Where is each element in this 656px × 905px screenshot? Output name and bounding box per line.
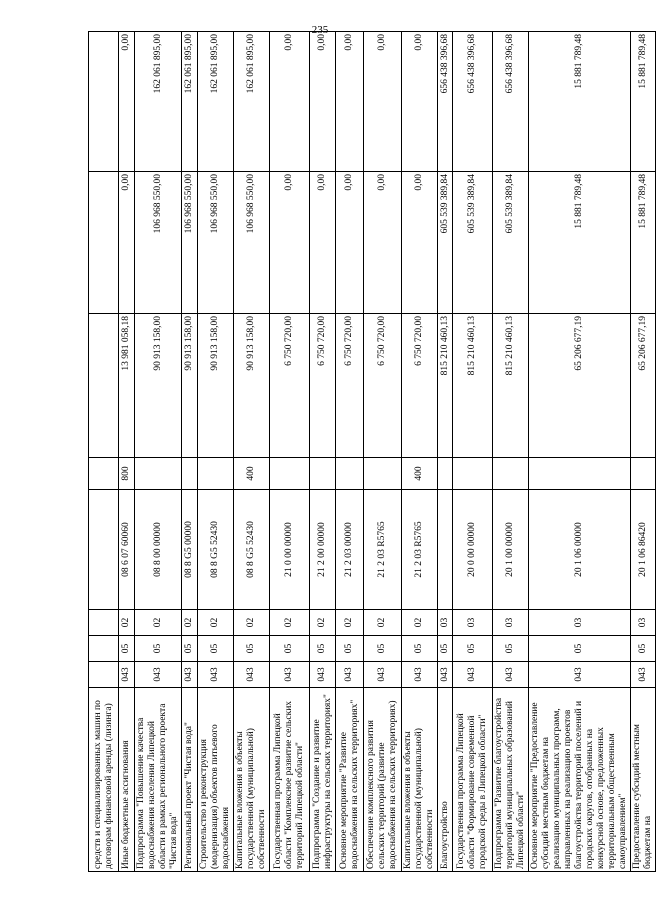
amount-year-2: 605 539 389,84 bbox=[438, 172, 453, 314]
table-row bbox=[631, 32, 656, 872]
amount-year-1: 6 750 720,00 bbox=[270, 314, 310, 458]
amount-year-2: 0,00 bbox=[270, 172, 310, 314]
amount-year-2: 106 968 550,00 bbox=[234, 172, 270, 314]
amount-year-1: 65 206 677,19 bbox=[631, 314, 656, 458]
amount-year-1: 815 210 460,13 bbox=[453, 314, 493, 458]
amount-year-2: 106 968 550,00 bbox=[198, 172, 234, 314]
amount-year-2: 605 539 389,84 bbox=[493, 172, 529, 314]
subsection-code: 02 bbox=[234, 610, 270, 636]
table-row bbox=[135, 32, 182, 872]
row-name: Капитальные вложения в объекты государственной (муниципальной) собственности bbox=[234, 688, 270, 872]
row-name: Строительство и реконструкция (модернизация) объектов питьевого водоснабжения bbox=[198, 688, 234, 872]
amount-year-3: 656 438 396,68 bbox=[453, 32, 493, 172]
section-code: 05 bbox=[182, 636, 198, 662]
expense-type-code bbox=[182, 458, 198, 490]
row-name: Благоустройство bbox=[438, 688, 453, 872]
target-article-code: 08 8 00 00000 bbox=[135, 490, 182, 610]
table-body bbox=[89, 32, 656, 872]
row-name: Иные бюджетные ассигнования bbox=[119, 688, 135, 872]
amount-year-3 bbox=[89, 32, 119, 172]
amount-year-3: 15 881 789,48 bbox=[631, 32, 656, 172]
amount-year-1: 6 750 720,00 bbox=[364, 314, 402, 458]
target-article-code: 08 8 G5 00000 bbox=[182, 490, 198, 610]
row-name: Предоставление субсидий местным бюджетам на bbox=[631, 688, 656, 872]
amount-year-1 bbox=[89, 314, 119, 458]
table-row bbox=[402, 32, 438, 872]
subsection-code: 02 bbox=[402, 610, 438, 636]
subsection-code: 02 bbox=[270, 610, 310, 636]
expense-type-code bbox=[135, 458, 182, 490]
amount-year-1: 90 913 158,00 bbox=[135, 314, 182, 458]
subsection-code: 02 bbox=[198, 610, 234, 636]
subsection-code: 03 bbox=[631, 610, 656, 636]
admin-code: 043 bbox=[631, 662, 656, 688]
amount-year-2: 106 968 550,00 bbox=[182, 172, 198, 314]
admin-code: 043 bbox=[453, 662, 493, 688]
subsection-code: 02 bbox=[364, 610, 402, 636]
amount-year-1: 815 210 460,13 bbox=[493, 314, 529, 458]
amount-year-1: 6 750 720,00 bbox=[310, 314, 336, 458]
budget-table bbox=[88, 31, 656, 872]
target-article-code: 21 2 03 R5765 bbox=[402, 490, 438, 610]
table-row bbox=[529, 32, 631, 872]
table-row bbox=[336, 32, 364, 872]
target-article-code: 20 1 00 00000 bbox=[493, 490, 529, 610]
section-code bbox=[89, 636, 119, 662]
section-code: 05 bbox=[402, 636, 438, 662]
amount-year-3: 0,00 bbox=[364, 32, 402, 172]
amount-year-2: 0,00 bbox=[402, 172, 438, 314]
row-name: Подпрограмма "Повышение качества водоснабжения населения Липецкой области в рамках регионального проекта "Чистая вода" bbox=[135, 688, 182, 872]
amount-year-1: 13 981 058,18 bbox=[119, 314, 135, 458]
table-row bbox=[364, 32, 402, 872]
rotated-table-wrapper bbox=[88, 32, 653, 872]
table-row bbox=[310, 32, 336, 872]
section-code: 05 bbox=[529, 636, 631, 662]
subsection-code: 03 bbox=[493, 610, 529, 636]
subsection-code bbox=[89, 610, 119, 636]
amount-year-3: 162 061 895,00 bbox=[135, 32, 182, 172]
section-code: 05 bbox=[135, 636, 182, 662]
expense-type-code bbox=[270, 458, 310, 490]
amount-year-1: 65 206 677,19 bbox=[529, 314, 631, 458]
target-article-code: 21 2 00 00000 bbox=[310, 490, 336, 610]
table-row bbox=[89, 32, 119, 872]
amount-year-1: 90 913 158,00 bbox=[198, 314, 234, 458]
target-article-code: 08 8 G5 52430 bbox=[234, 490, 270, 610]
admin-code: 043 bbox=[182, 662, 198, 688]
section-code: 05 bbox=[493, 636, 529, 662]
table-row bbox=[493, 32, 529, 872]
admin-code: 043 bbox=[135, 662, 182, 688]
target-article-code: 20 1 06 00000 bbox=[529, 490, 631, 610]
section-code: 05 bbox=[270, 636, 310, 662]
expense-type-code bbox=[198, 458, 234, 490]
section-code: 05 bbox=[453, 636, 493, 662]
target-article-code bbox=[438, 490, 453, 610]
row-name: Основное мероприятие "Предоставление субсидий местным бюджетам на реализацию муниципальных программ, направленных на реализацию проектов благоустройства территорий поселений и городских округов, отобранных на конкурсной основе, предложенных территориальным общественным самоуправлением" bbox=[529, 688, 631, 872]
table-row bbox=[182, 32, 198, 872]
section-code: 05 bbox=[336, 636, 364, 662]
target-article-code bbox=[89, 490, 119, 610]
admin-code: 043 bbox=[529, 662, 631, 688]
row-name: Государственная программа Липецкой области "Комплексное развитие сельских территорий Липецкой области" bbox=[270, 688, 310, 872]
subsection-code: 03 bbox=[453, 610, 493, 636]
admin-code: 043 bbox=[336, 662, 364, 688]
admin-code: 043 bbox=[402, 662, 438, 688]
amount-year-2: 15 881 789,48 bbox=[631, 172, 656, 314]
admin-code: 043 bbox=[270, 662, 310, 688]
subsection-code: 02 bbox=[119, 610, 135, 636]
subsection-code: 02 bbox=[135, 610, 182, 636]
amount-year-2: 0,00 bbox=[336, 172, 364, 314]
subsection-code: 02 bbox=[336, 610, 364, 636]
admin-code: 043 bbox=[493, 662, 529, 688]
expense-type-code bbox=[310, 458, 336, 490]
admin-code: 043 bbox=[364, 662, 402, 688]
amount-year-3: 656 438 396,68 bbox=[493, 32, 529, 172]
table-row bbox=[234, 32, 270, 872]
amount-year-1: 6 750 720,00 bbox=[402, 314, 438, 458]
expense-type-code: 400 bbox=[234, 458, 270, 490]
section-code: 05 bbox=[234, 636, 270, 662]
amount-year-3: 656 438 396,68 bbox=[438, 32, 453, 172]
row-name: средств и специализированных машин по договорам финансовой аренды (лизинга) bbox=[89, 688, 119, 872]
admin-code bbox=[89, 662, 119, 688]
section-code: 05 bbox=[438, 636, 453, 662]
expense-type-code bbox=[493, 458, 529, 490]
expense-type-code: 400 bbox=[402, 458, 438, 490]
amount-year-2: 106 968 550,00 bbox=[135, 172, 182, 314]
amount-year-3: 15 881 789,48 bbox=[529, 32, 631, 172]
target-article-code: 21 2 03 R5765 bbox=[364, 490, 402, 610]
table-row bbox=[453, 32, 493, 872]
admin-code: 043 bbox=[198, 662, 234, 688]
expense-type-code bbox=[438, 458, 453, 490]
expense-type-code bbox=[453, 458, 493, 490]
row-name: Подпрограмма "Создание и развитие инфраструктуры на сельских территориях" bbox=[310, 688, 336, 872]
table-row bbox=[198, 32, 234, 872]
amount-year-3: 0,00 bbox=[336, 32, 364, 172]
section-code: 05 bbox=[631, 636, 656, 662]
admin-code: 043 bbox=[234, 662, 270, 688]
amount-year-3: 162 061 895,00 bbox=[182, 32, 198, 172]
subsection-code: 03 bbox=[529, 610, 631, 636]
target-article-code: 08 8 G5 52430 bbox=[198, 490, 234, 610]
amount-year-1: 815 210 460,13 bbox=[438, 314, 453, 458]
row-name: Государственная программа Липецкой области "Формирование современной городской среды в Липецкой области" bbox=[453, 688, 493, 872]
amount-year-2: 605 539 389,84 bbox=[453, 172, 493, 314]
amount-year-3: 0,00 bbox=[310, 32, 336, 172]
amount-year-2: 0,00 bbox=[310, 172, 336, 314]
section-code: 05 bbox=[310, 636, 336, 662]
amount-year-2: 15 881 789,48 bbox=[529, 172, 631, 314]
target-article-code: 21 0 00 00000 bbox=[270, 490, 310, 610]
target-article-code: 21 2 03 00000 bbox=[336, 490, 364, 610]
expense-type-code bbox=[631, 458, 656, 490]
amount-year-2: 0,00 bbox=[119, 172, 135, 314]
amount-year-1: 6 750 720,00 bbox=[336, 314, 364, 458]
amount-year-1: 90 913 158,00 bbox=[182, 314, 198, 458]
target-article-code: 20 1 06 86420 bbox=[631, 490, 656, 610]
amount-year-1: 90 913 158,00 bbox=[234, 314, 270, 458]
page-number: 235 bbox=[311, 24, 329, 36]
amount-year-2: 0,00 bbox=[364, 172, 402, 314]
amount-year-3: 162 061 895,00 bbox=[234, 32, 270, 172]
amount-year-3: 162 061 895,00 bbox=[198, 32, 234, 172]
row-name: Основное мероприятие "Развитие водоснабжения на сельских территориях" bbox=[336, 688, 364, 872]
section-code: 05 bbox=[198, 636, 234, 662]
row-name: Подпрограмма "Развитие благоустройства территорий муниципальных образований Липецкой области" bbox=[493, 688, 529, 872]
subsection-code: 02 bbox=[182, 610, 198, 636]
section-code: 05 bbox=[364, 636, 402, 662]
table-row bbox=[270, 32, 310, 872]
expense-type-code: 800 bbox=[119, 458, 135, 490]
row-name: Капитальные вложения в объекты государственной (муниципальной) собственности bbox=[402, 688, 438, 872]
subsection-code: 03 bbox=[438, 610, 453, 636]
row-name: Обеспечение комплексного развития сельских территорий (развитие водоснабжения на сельских территориях) bbox=[364, 688, 402, 872]
admin-code: 043 bbox=[119, 662, 135, 688]
amount-year-3: 0,00 bbox=[402, 32, 438, 172]
admin-code: 043 bbox=[438, 662, 453, 688]
row-name: Региональный проект "Чистая вода" bbox=[182, 688, 198, 872]
admin-code: 043 bbox=[310, 662, 336, 688]
amount-year-2 bbox=[89, 172, 119, 314]
target-article-code: 08 6 07 60060 bbox=[119, 490, 135, 610]
amount-year-3: 0,00 bbox=[270, 32, 310, 172]
expense-type-code bbox=[336, 458, 364, 490]
amount-year-3: 0,00 bbox=[119, 32, 135, 172]
section-code: 05 bbox=[119, 636, 135, 662]
table-row bbox=[438, 32, 453, 872]
expense-type-code bbox=[364, 458, 402, 490]
target-article-code: 20 0 00 00000 bbox=[453, 490, 493, 610]
expense-type-code bbox=[529, 458, 631, 490]
expense-type-code bbox=[89, 458, 119, 490]
table-row bbox=[119, 32, 135, 872]
subsection-code: 02 bbox=[310, 610, 336, 636]
